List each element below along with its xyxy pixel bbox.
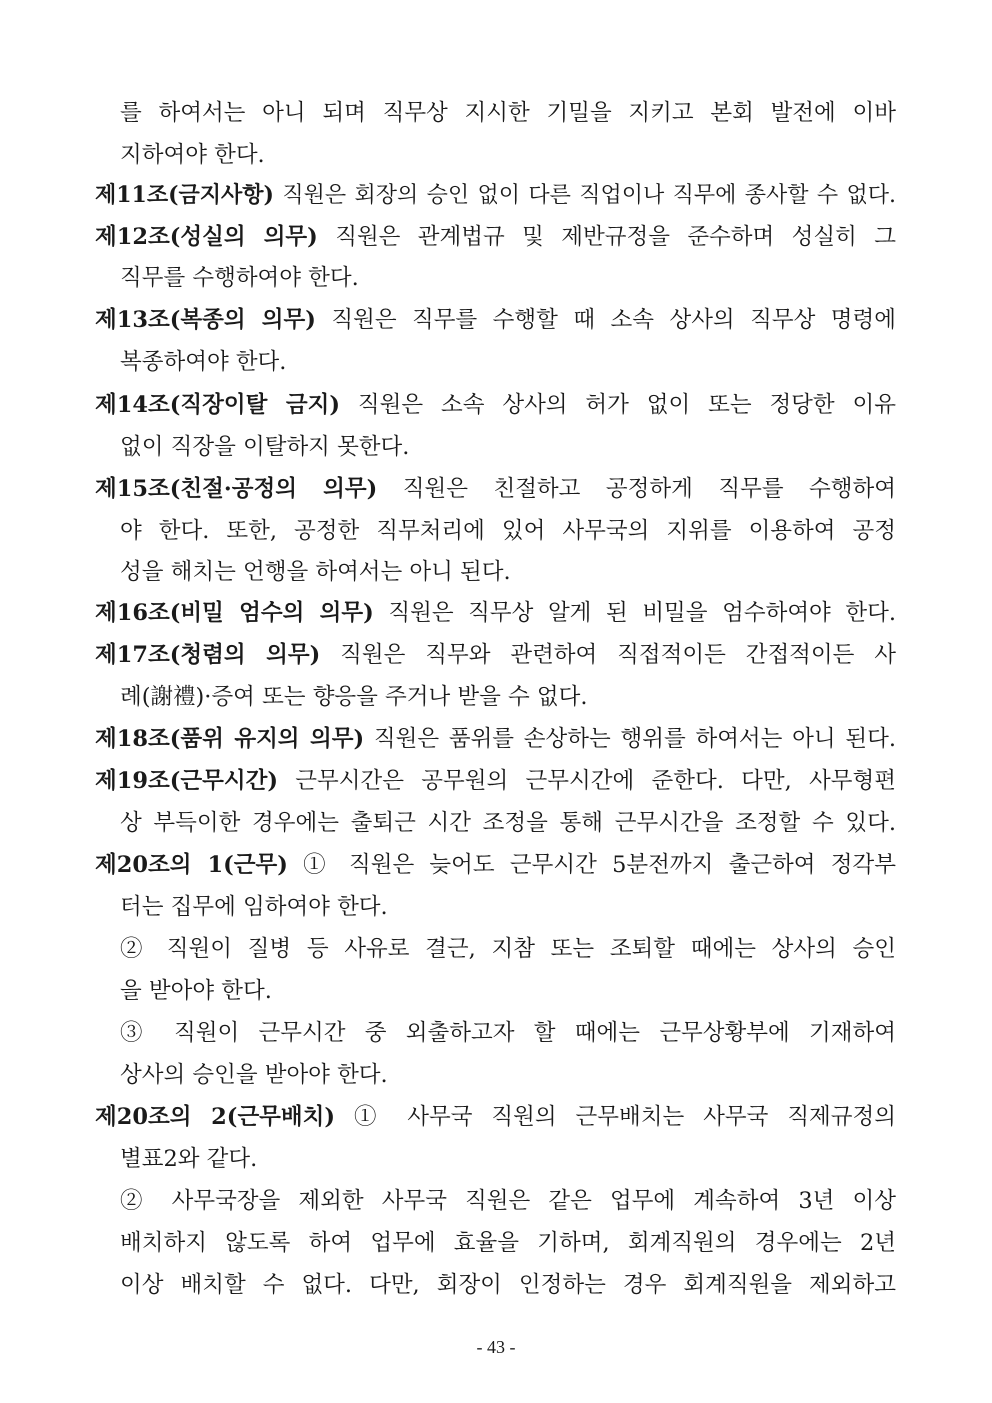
text-line [0,1060,992,1090]
text-line [0,934,992,964]
text-line [0,598,992,628]
line-content [120,432,409,462]
article-text: 례(謝禮)·증여 또는 향응을 주거나 받을 수 없다. [120,684,588,710]
article-text: 를 하여서는 아니 되며 직무상 지시한 기밀을 지키고 본회 발전에 이바 [120,100,896,126]
article-text: 직원은 관계법규 및 제반규정을 준수하며 성실히 그 [317,224,896,250]
text-line [0,1270,992,1300]
article-text: 근무시간은 공무원의 근무시간에 준한다. 다만, 사무형편 [278,768,896,794]
text-line [0,682,992,712]
article-text: 직무를 수행하여야 한다. [120,265,359,291]
line-content [95,305,896,335]
article-text: 직원은 소속 상사의 허가 없이 또는 정당한 이유 [340,392,896,418]
text-line [0,474,992,504]
line-content [120,140,265,170]
text-line [0,305,992,335]
line-content [120,263,359,293]
article-text: 직원은 회장의 승인 없이 다른 직업이나 직무에 종사할 수 없다. [273,183,896,208]
article-heading: 제11조(금지사항) [95,182,274,208]
text-line [0,766,992,796]
text-line [0,222,992,252]
line-content [95,850,896,880]
text-line [0,180,992,210]
article-text: 직원은 친절하고 공정하게 직무를 수행하여 [377,476,896,502]
article-text: 야 한다. 또한, 공정한 직무처리에 있어 사무국의 지위를 이용하여 공정 [120,518,896,544]
text-line [0,724,992,754]
article-heading: 제17조(청렴의 의무) [95,642,321,668]
line-content [95,180,896,211]
line-content [120,1228,896,1258]
text-line [0,516,992,546]
text-line [0,1186,992,1216]
article-text: 복종하여야 한다. [120,349,287,375]
article-heading: 제20조의 1(근무) [95,852,288,878]
text-line [0,347,992,377]
text-line [0,1102,992,1132]
line-content [120,347,286,377]
article-text: ① 직원은 늦어도 근무시간 5분전까지 출근하여 정각부 [287,852,896,878]
line-content [120,1018,896,1048]
line-content [120,516,896,546]
text-line [0,557,992,587]
article-heading: 제13조(복종의 의무) [95,307,316,333]
line-content [120,976,272,1006]
line-content [95,390,896,420]
text-line [0,892,992,922]
line-content [120,557,511,587]
article-text: 상사의 승인을 받아야 한다. [120,1062,388,1088]
article-text: ③ 직원이 근무시간 중 외출하고자 할 때에는 근무상황부에 기재하여 [120,1020,896,1046]
article-text: 상 부득이한 경우에는 출퇴근 시간 조정을 통해 근무시간을 조정할 수 있다. [120,810,896,836]
text-line [0,1228,992,1258]
article-text: 직원은 품위를 손상하는 행위를 하여서는 아니 된다. [364,726,897,752]
article-text: 직원은 직무상 알게 된 비밀을 엄수하여야 한다. [373,600,896,626]
text-line [0,390,992,420]
line-content [120,1060,388,1090]
article-text: 성을 해치는 언행을 하여서는 아니 된다. [120,559,511,585]
article-text: 이상 배치할 수 없다. 다만, 회장이 인정하는 경우 회계직원을 제외하고 [120,1272,896,1298]
article-text: 지하여야 한다. [120,142,265,168]
article-text: ① 사무국 직원의 근무배치는 사무국 직제규정의 [335,1104,896,1130]
text-line [0,98,992,128]
line-content [120,934,896,964]
article-heading: 제16조(비밀 엄수의 의무) [95,600,374,626]
line-content [120,682,588,712]
article-text: 별표2와 같다. [120,1146,258,1172]
text-line [0,976,992,1006]
line-content [95,474,896,504]
article-text: 을 받아야 한다. [120,978,272,1004]
article-heading: 제15조(친절·공정의 의무) [95,476,378,502]
article-heading: 제18조(품위 유지의 의무) [95,726,365,752]
line-content [95,724,896,754]
line-content [95,1102,896,1132]
line-content [120,892,388,922]
text-line [0,432,992,462]
line-content [120,1270,896,1300]
text-line [0,808,992,838]
page-number: - 43 - [476,1337,516,1357]
article-heading: 제19조(근무시간) [95,768,279,794]
line-content [95,766,896,796]
line-content [120,1144,257,1174]
line-content [95,598,896,628]
article-text: ② 사무국장을 제외한 사무국 직원은 같은 업무에 계속하여 3년 이상 [120,1188,896,1214]
line-content [120,808,896,838]
article-heading: 제20조의 2(근무배치) [95,1104,336,1130]
article-text: 직원은 직무를 수행할 때 소속 상사의 직무상 명령에 [315,307,896,333]
article-text: 없이 직장을 이탈하지 못한다. [120,434,410,460]
text-line [0,850,992,880]
text-line [0,1144,992,1174]
text-line [0,140,992,170]
line-content [95,222,896,252]
article-heading: 제14조(직장이탈 금지) [95,392,341,418]
article-text: ② 직원이 질병 등 사유로 결근, 지참 또는 조퇴할 때에는 상사의 승인 [120,936,896,962]
text-line [0,640,992,670]
article-text: 직원은 직무와 관련하여 직접적이든 간접적이든 사 [320,642,896,668]
article-text: 터는 집무에 임하여야 한다. [120,894,388,920]
text-line [0,263,992,293]
article-heading: 제12조(성실의 의무) [95,224,318,250]
line-content [95,640,896,670]
line-content [120,98,896,128]
text-line [0,1018,992,1048]
line-content [120,1186,896,1216]
article-text: 배치하지 않도록 하여 업무에 효율을 기하며, 회계직원의 경우에는 2년 [120,1230,896,1256]
